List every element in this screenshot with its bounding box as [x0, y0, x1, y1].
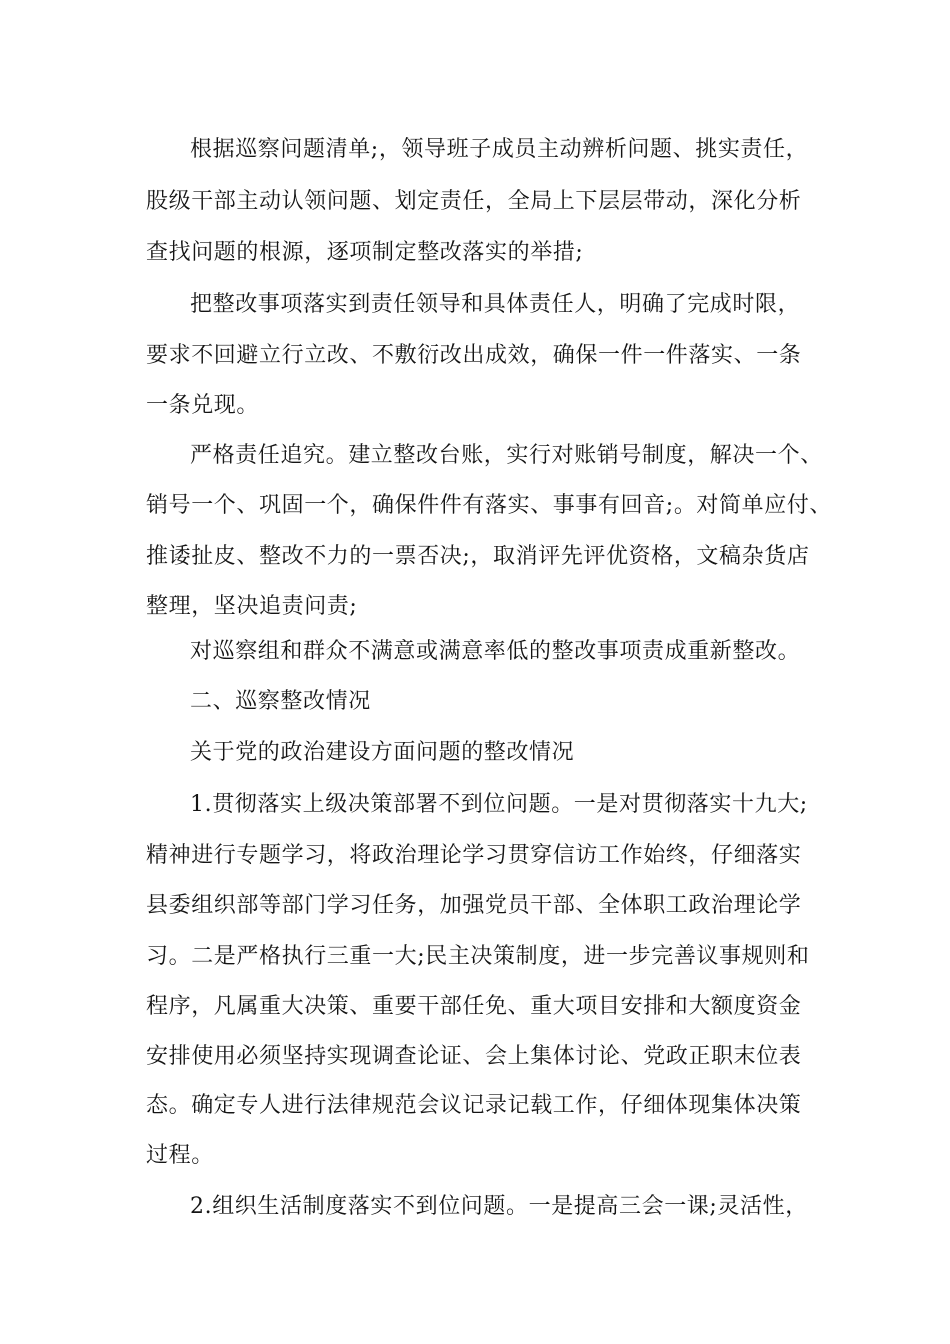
- text-line: 一条兑现。: [146, 393, 260, 418]
- text-line: 严格责任追究。建立整改台账，实行对账销号制度，解决一个、: [190, 443, 823, 468]
- text-line: 根据巡察问题清单;，领导班子成员主动辨析问题、挑实责任，: [190, 137, 809, 162]
- text-line: 程序，凡属重大决策、重要干部任免、重大项目安排和大额度资金: [146, 994, 802, 1019]
- text-line: 推诿扯皮、整改不力的一票否决;，取消评先评优资格，文稿杂货店: [146, 544, 810, 569]
- text-line: 1.贯彻落实上级决策部署不到位问题。一是对贯彻落实十九大;: [190, 792, 808, 817]
- text-line: 对巡察组和群众不满意或满意率低的整改事项责成重新整改。: [190, 639, 801, 664]
- text-line: 把整改事项落实到责任领导和具体责任人，明确了完成时限，: [190, 292, 801, 317]
- text-line: 销号一个、巩固一个，确保件件有落实、事事有回音;。对简单应付、: [146, 493, 833, 518]
- text-line: 股级干部主动认领问题、划定责任，全局上下层层带动，深化分析: [146, 189, 802, 214]
- text-line: 县委组织部等部门学习任务，加强党员干部、全体职工政治理论学: [146, 893, 802, 918]
- text-line: 整理，坚决追责问责;: [146, 594, 358, 619]
- section-heading: 二、巡察整改情况: [190, 689, 371, 714]
- text-line: 安排使用必须坚持实现调查论证、会上集体讨论、党政正职末位表: [146, 1044, 802, 1069]
- text-line: 查找问题的根源，逐项制定整改落实的举措;: [146, 240, 584, 265]
- text-line: 2.组织生活制度落实不到位问题。一是提高三会一课;灵活性，: [190, 1194, 808, 1219]
- text-line: 精神进行专题学习，将政治理论学习贯穿信访工作始终，仔细落实: [146, 843, 802, 868]
- text-line: 习。二是严格执行三重一大;民主决策制度，进一步完善议事规则和: [146, 944, 810, 969]
- subsection-heading: 关于党的政治建设方面问题的整改情况: [190, 740, 575, 765]
- text-line: 态。确定专人进行法律规范会议记录记载工作，仔细体现集体决策: [146, 1093, 802, 1118]
- text-line: 要求不回避立行立改、不敷衍改出成效，确保一件一件落实、一条: [146, 343, 802, 368]
- text-line: 过程。: [146, 1143, 214, 1168]
